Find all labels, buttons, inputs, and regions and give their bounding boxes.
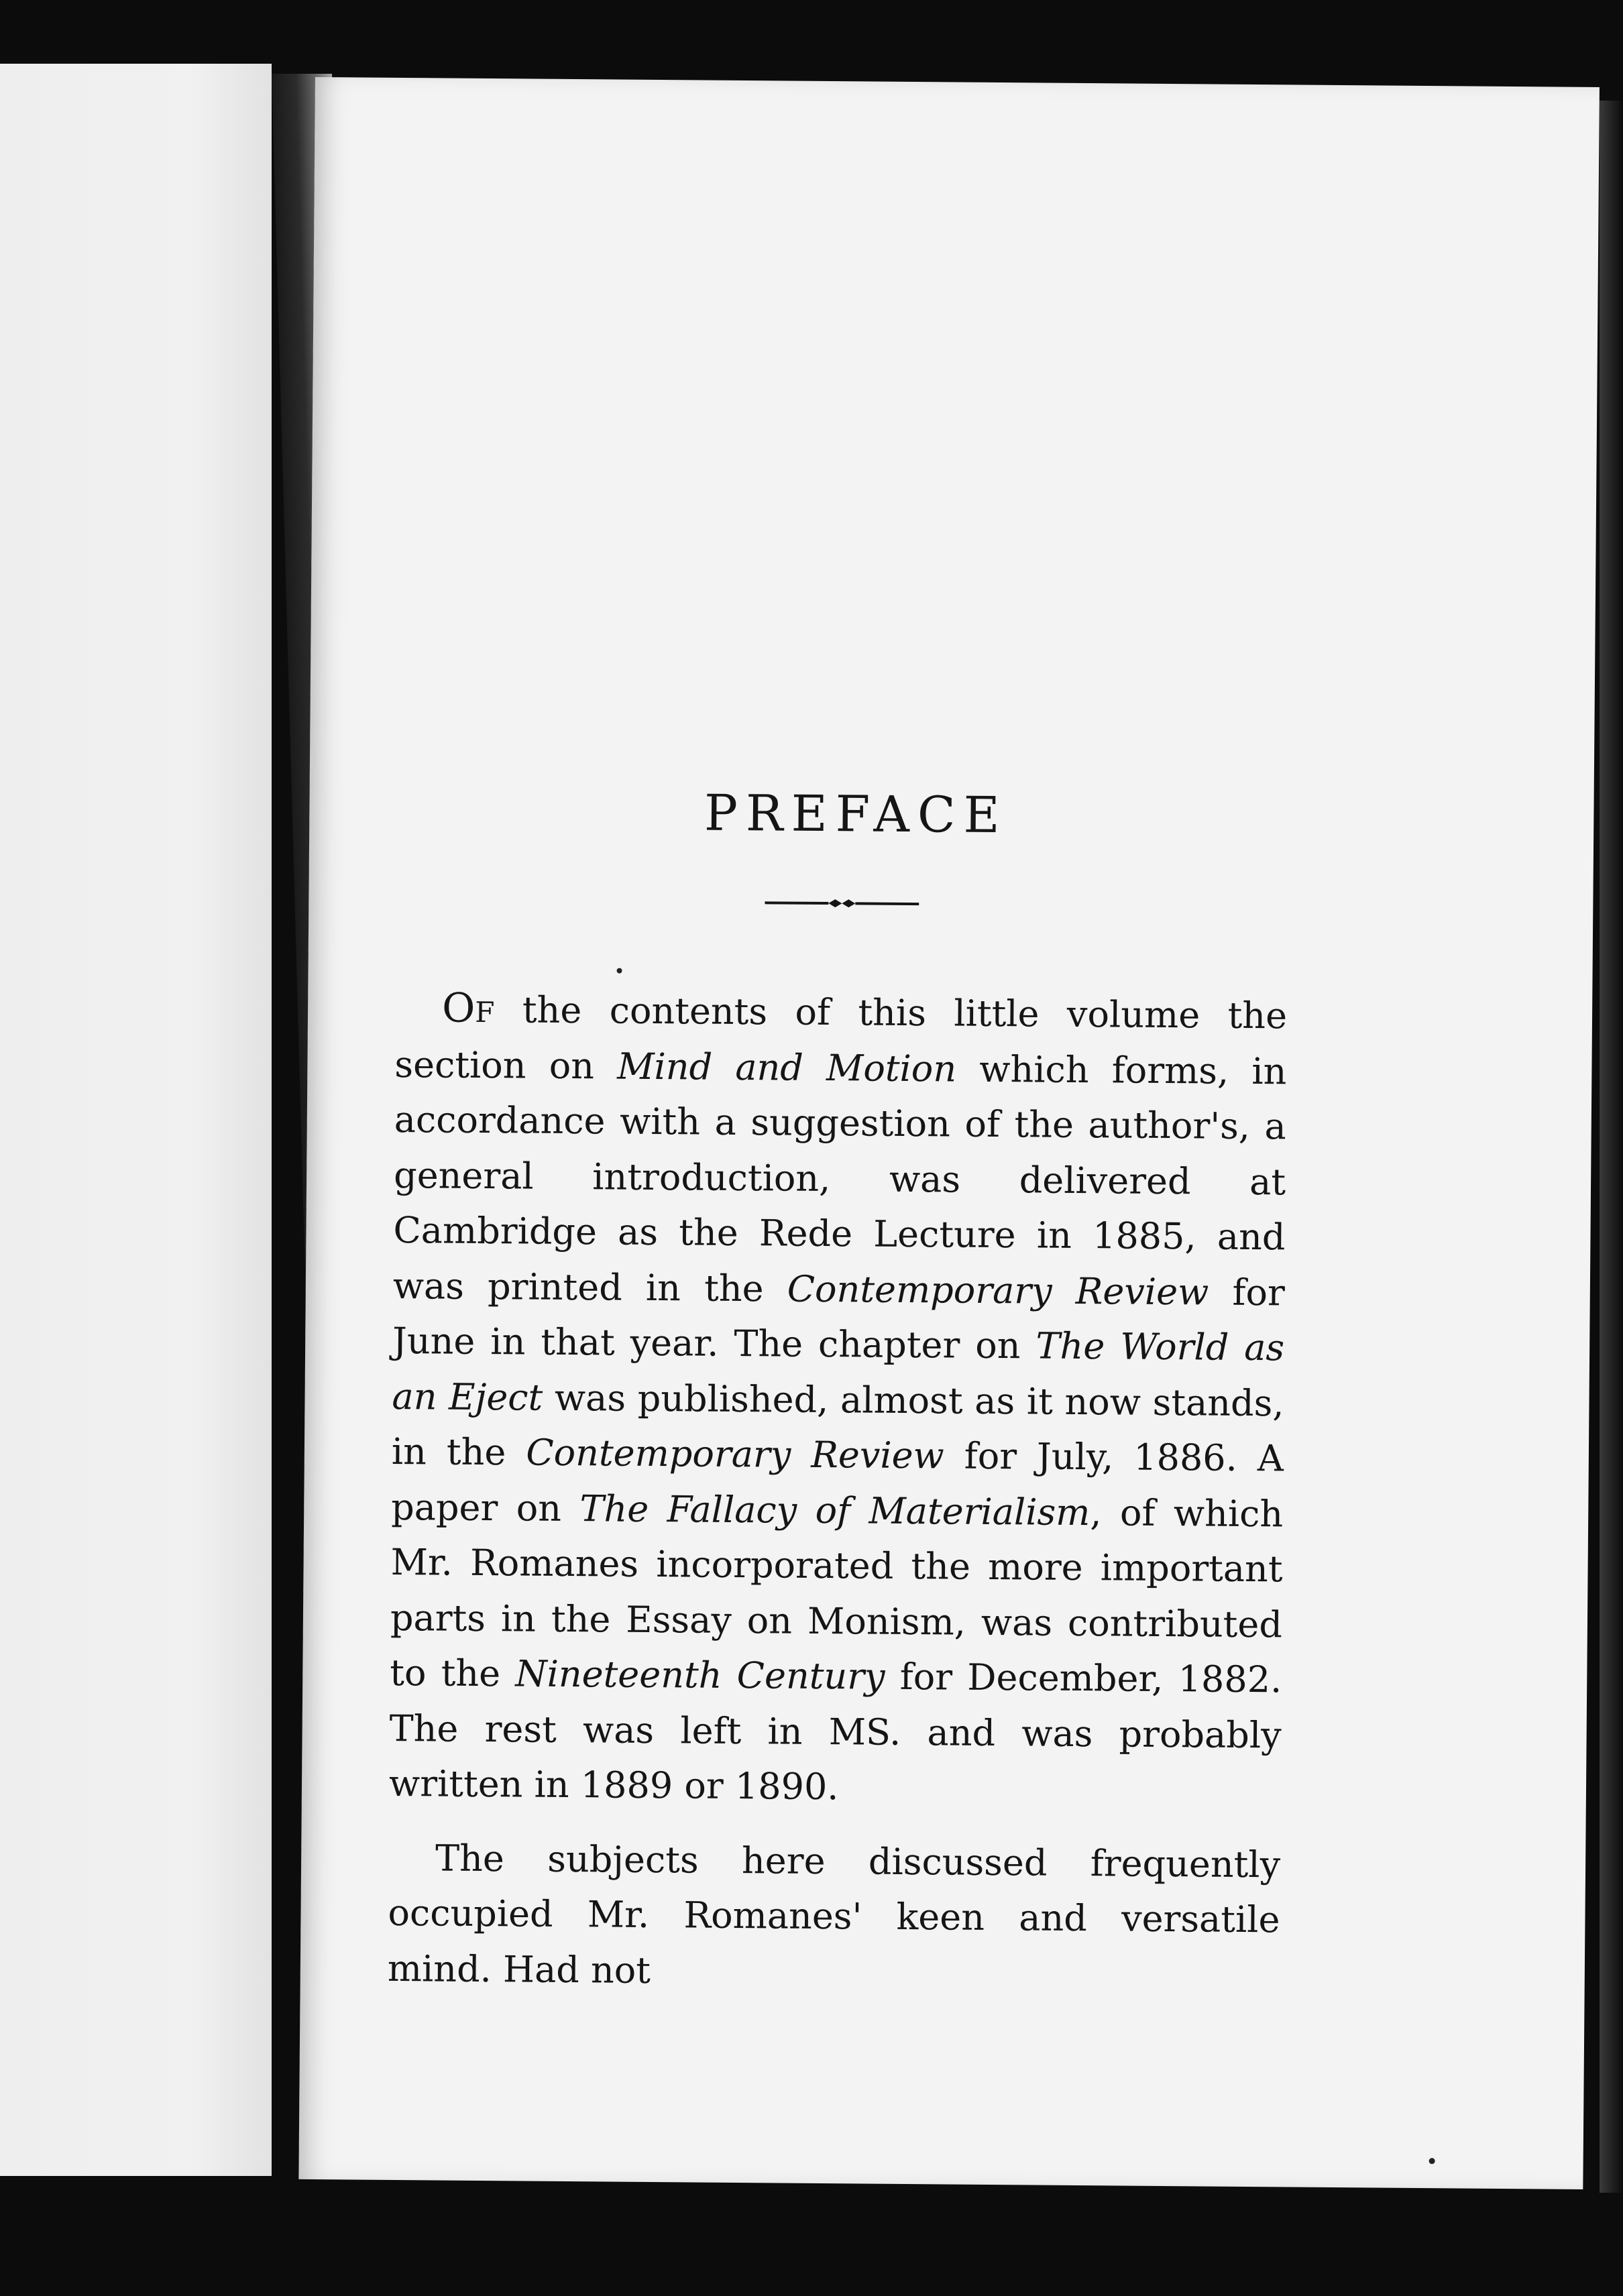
page-edge-shadow [1600, 101, 1623, 2193]
text-segment: Nineteenth Century [515, 1652, 885, 1698]
left-page-blank [0, 64, 272, 2176]
stray-mark [617, 968, 622, 974]
text-segment: for December, 1882. The rest was left in MS. and was probably written in 1889 or 1890. [388, 1655, 1282, 1809]
text-segment: The subjects here discussed frequently occupied Mr. Romanes' keen and versatile mind. Had not [387, 1836, 1281, 1992]
page-title: PREFACE [704, 784, 1008, 845]
text-segment: The World as an Eject [392, 1324, 1285, 1419]
text-segment: for June in that year. The chapter on [392, 1271, 1286, 1367]
text-segment: Contemporary Review [787, 1267, 1209, 1314]
text-segment: the contents of this little volume the section on [394, 988, 1288, 1088]
text-segment: was published, almost as it now stands, in the [391, 1376, 1284, 1474]
page-content [387, 782, 1288, 2022]
preface-paragraph-1 [389, 980, 1288, 1819]
ornament-rule-icon [765, 896, 919, 911]
right-page [298, 77, 1600, 2189]
preface-paragraph-2 [388, 1830, 1281, 2003]
stray-mark [1429, 2158, 1435, 2164]
text-segment: , of which Mr. Romanes incorporated the more important parts in the Essay on Monism, was contributed to the [390, 1491, 1284, 1695]
text-segment: which forms, in accordance with a suggestion of the author's, a general introduction, was delivered at Cambridge as the Rede Lecture in 1885, and was printed in the [392, 1047, 1287, 1310]
text-segment: Contemporary Review [526, 1431, 945, 1477]
text-segment: for July, 1886. A paper on [391, 1434, 1284, 1530]
text-segment: Mind and Motion [617, 1045, 957, 1090]
text-segment: Of [441, 984, 495, 1033]
text-segment: The Fallacy of Materialism [579, 1487, 1090, 1534]
